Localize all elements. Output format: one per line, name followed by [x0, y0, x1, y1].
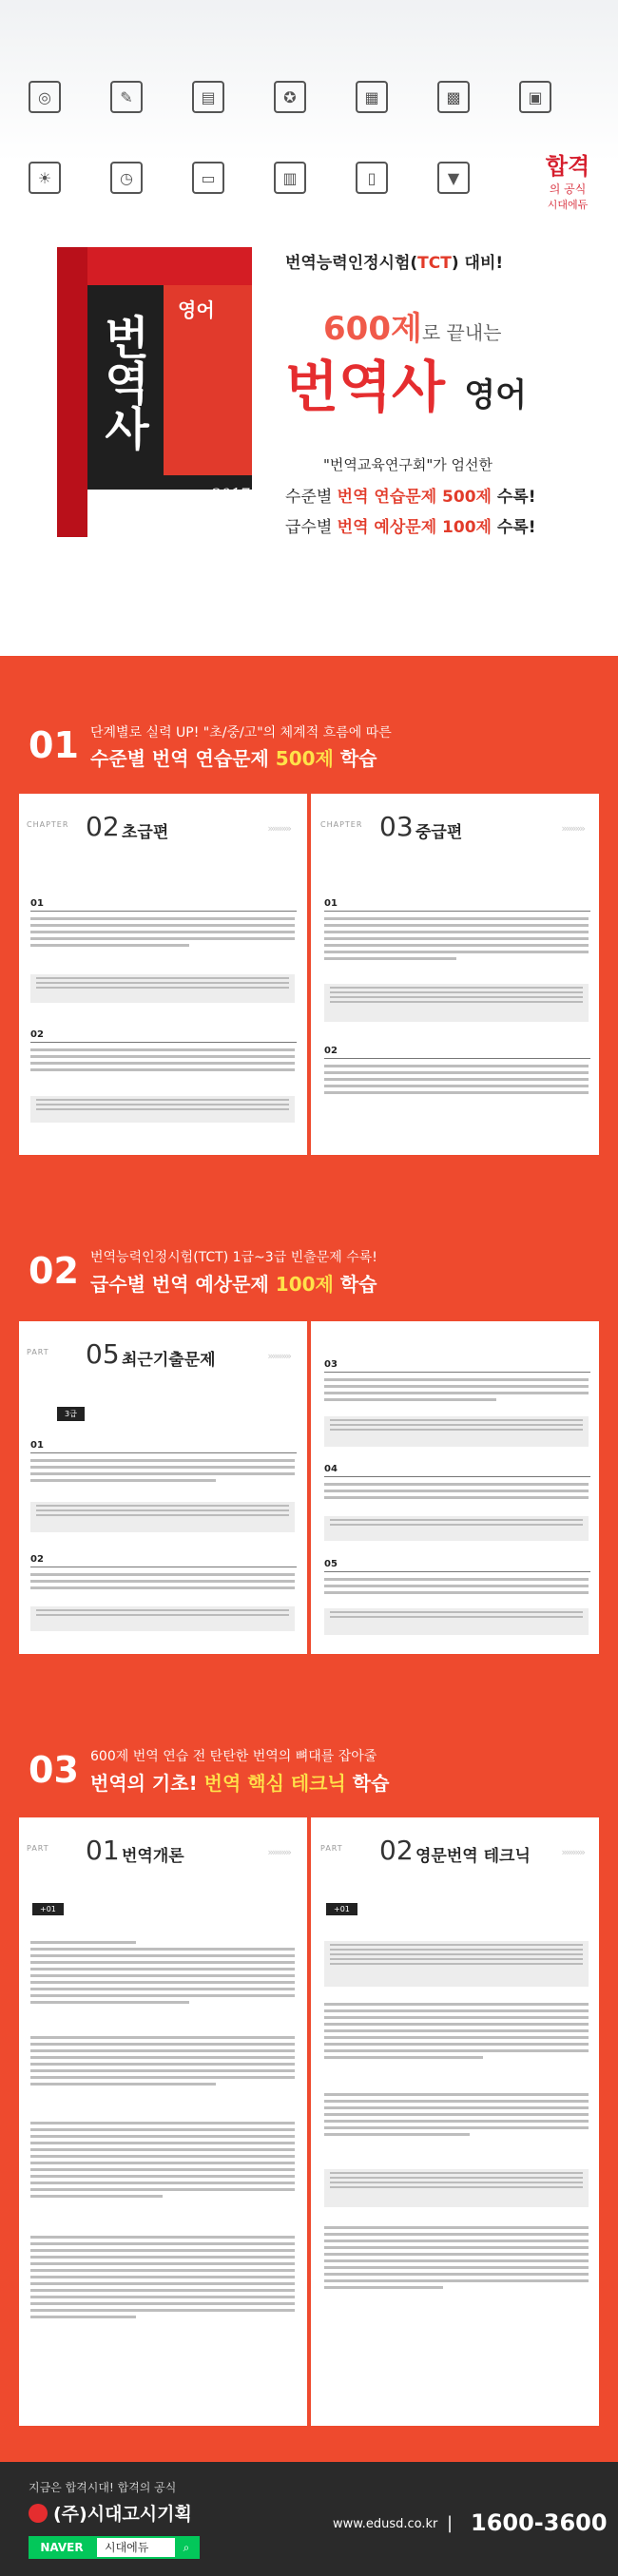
- search-box[interactable]: 시대에듀 ⌕: [95, 2536, 200, 2559]
- book-lang: 영어: [178, 298, 215, 321]
- section-2-number: 02: [29, 1250, 79, 1292]
- footer-company: (주)시대고시기획: [29, 2500, 192, 2526]
- company-logo-icon: [29, 2504, 48, 2523]
- tie-icon: ▼: [437, 162, 470, 194]
- panel-3-left-page: PART 01 번역개론 »»»»» +01: [19, 1817, 305, 2426]
- book-title: 번역사: [96, 314, 149, 451]
- naver-badge: NAVER: [29, 2536, 95, 2559]
- document-icon: ▦: [356, 81, 388, 113]
- section-3-number: 03: [29, 1749, 79, 1791]
- chevrons-icon: »»»»»: [267, 1350, 290, 1362]
- chapter-title: 중급편: [415, 823, 463, 842]
- footer-url[interactable]: www.edusd.co.kr: [333, 2517, 438, 2531]
- chapter-title: 초급편: [122, 823, 169, 842]
- footer-slogan: 지금은 합격시대! 합격의 공식: [29, 2481, 177, 2494]
- chevrons-icon: »»»»»: [267, 1846, 290, 1858]
- section-2-line1: 번역능력인정시험(TCT) 1급~3급 빈출문제 수록!: [90, 1250, 377, 1265]
- medal-icon: ✪: [274, 81, 306, 113]
- panel-2-left-page: PART 05 최근기출문제 »»»»» 3급 01 02: [19, 1321, 305, 1654]
- panel-3: [19, 1817, 599, 2426]
- footer: [0, 2462, 618, 2576]
- globe-icon: ◎: [29, 81, 61, 113]
- hero-count: 600제로 끝내는: [323, 310, 502, 348]
- pen-icon: ✎: [110, 81, 143, 113]
- hero-line-1: 수준별 번역 연습문제 500제 수록!: [285, 488, 536, 507]
- watch-icon: ◷: [110, 162, 143, 194]
- panel-3-right-page: PART 02 영문번역 테크닉 »»»»» +01: [313, 1817, 599, 2426]
- icon-row-1: [29, 81, 551, 113]
- footer-phone[interactable]: 1600-3600: [471, 2509, 608, 2536]
- panel-2: [19, 1321, 599, 1654]
- book-year: 2017: [211, 485, 250, 503]
- book-icon: ▯: [356, 162, 388, 194]
- part-title: 영문번역 테크닉: [415, 1847, 531, 1866]
- book-spine: [57, 247, 87, 537]
- section-1-number: 01: [29, 724, 79, 766]
- presentation-icon: ▥: [274, 162, 306, 194]
- hero-main-title: 번역사 영어: [285, 355, 527, 419]
- hero-section: [0, 0, 618, 656]
- chevrons-icon: »»»»»: [561, 822, 584, 835]
- part-title: 최근기출문제: [122, 1351, 216, 1370]
- calculator-icon: ▩: [437, 81, 470, 113]
- features-section: [0, 656, 618, 2462]
- brand-mark: [537, 147, 598, 221]
- book-cover: [57, 247, 252, 537]
- section-2-line2: 급수별 번역 예상문제 100제 학습: [90, 1273, 377, 1296]
- section-1-line2: 수준별 번역 연습문제 500제 학습: [90, 747, 377, 770]
- chart-icon: ▤: [192, 81, 224, 113]
- section-3-line2: 번역의 기초! 번역 핵심 테크닉 학습: [90, 1772, 390, 1795]
- lightbulb-icon: ☀: [29, 162, 61, 194]
- search-icon[interactable]: ⌕: [175, 2538, 198, 2557]
- panel-1-right-page: CHAPTER 03 중급편 »»»»» 01 02: [313, 794, 599, 1155]
- footer-separator: |: [447, 2513, 454, 2533]
- section-3-line1: 600제 번역 연습 전 탄탄한 번역의 뼈대를 잡아줄: [90, 1749, 377, 1764]
- brand-line-2: 의 공식: [549, 183, 587, 196]
- section-1-line1: 단계별로 실력 UP! "초/중/고"의 체계적 흐름에 따른: [90, 725, 392, 740]
- clipboard-icon: ▣: [519, 81, 551, 113]
- chevrons-icon: »»»»»: [561, 1846, 584, 1858]
- book-front: [87, 247, 252, 537]
- icon-row-2: [29, 162, 470, 194]
- brand-line-1: 합격: [545, 152, 590, 180]
- brand-line-3: 시대에듀: [547, 199, 589, 211]
- hero-subtitle: 번역능력인정시험(TCT) 대비!: [285, 254, 504, 273]
- chevrons-icon: »»»»»: [267, 822, 290, 835]
- panel-1: [19, 794, 599, 1155]
- briefcase-icon: ▭: [192, 162, 224, 194]
- hero-quote: "번역교육연구회"가 엄선한: [323, 456, 492, 473]
- hero-line-2: 급수별 번역 예상문제 100제 수록!: [285, 518, 536, 537]
- panel-2-right-page: 03 04 05: [313, 1321, 599, 1654]
- part-title: 번역개론: [122, 1847, 184, 1866]
- panel-1-left-page: CHAPTER 02 초급편 »»»»» 01 02: [19, 794, 305, 1155]
